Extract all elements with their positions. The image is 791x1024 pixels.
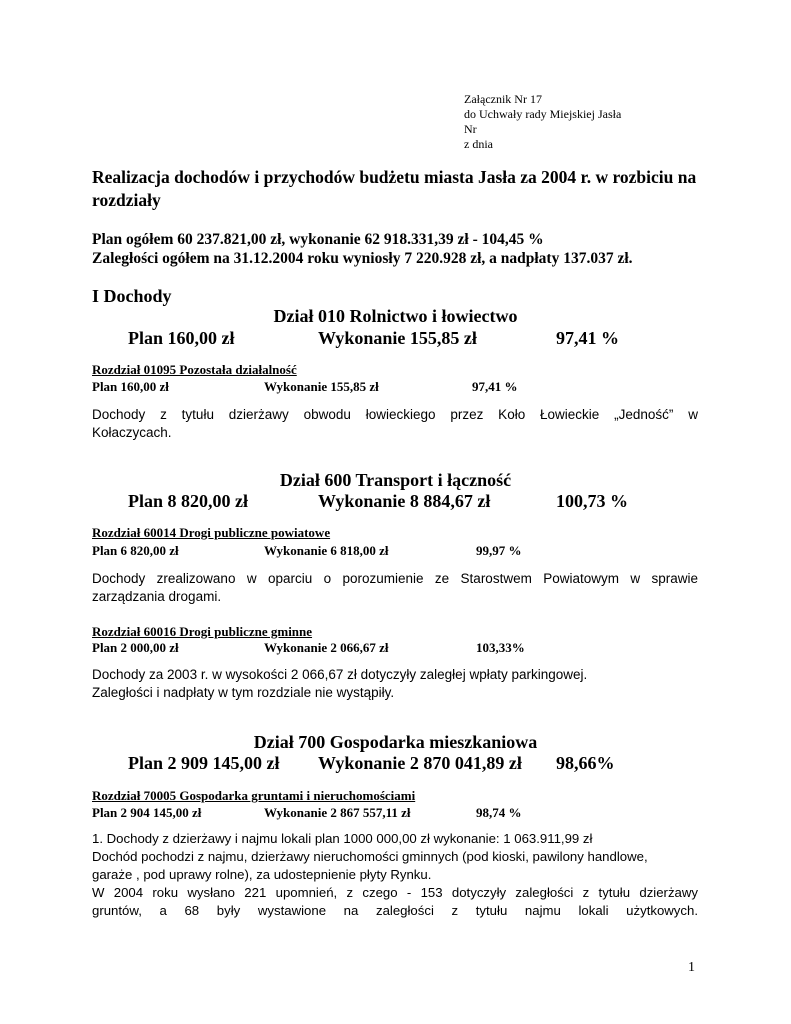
rozdzial-60014-wykonanie: Wykonanie 6 818,00 zł [264,543,389,558]
annex-number: Załącznik Nr 17 [464,92,542,106]
dzial-700-plan: Plan 2 909 145,00 zł [128,753,280,773]
annex-header [464,92,621,152]
rozdzial-01095-title: Rozdział 01095 Pozostała działalność [92,362,297,377]
dzial-700-wykonanie: Wykonanie 2 870 041,89 zł [318,753,522,773]
page-number: 1 [688,960,695,975]
text-line: gruntów, a 68 były wystawione na zaległości z tytułu najmu lokali użytkowych. [92,903,698,918]
text-line: zarządzania drogami. [92,589,222,604]
rozdzial-60016-percent: 103,33% [476,640,525,655]
dzial-700-title: Dział 700 Gospodarka mieszkaniowa [253,732,538,752]
summary-arrears: Zaległości ogółem na 31.12.2004 roku wyniosły 7 220.928 zł, a nadpłaty 137.037 zł. [92,250,633,267]
rozdzial-70005-plan: Plan 2 904 145,00 zł [92,805,202,820]
text-line: Dochody za 2003 r. w wysokości 2 066,67 zł dotyczyły zaległej wpłaty parkingowej. [92,667,588,682]
rozdzial-60014-plan: Plan 6 820,00 zł [92,543,179,558]
rozdzial-60014-description [92,570,698,606]
text-line: garaże , pod uprawy rolne), za udostepnienie płyty Rynku. [92,867,432,882]
dzial-010-title: Dział 010 Rolnictwo i łowiectwo [273,306,518,326]
rozdzial-70005-percent: 98,74 % [476,805,522,820]
rozdzial-70005-description [92,830,698,920]
dzial-010-plan: Plan 160,00 zł [128,328,235,348]
rozdzial-60016-title: Rozdział 60016 Drogi publiczne gminne [92,624,313,639]
rozdzial-60016-description [92,666,698,702]
section-title: I Dochody [92,286,172,306]
rozdzial-70005-wykonanie: Wykonanie 2 867 557,11 zł [264,805,411,820]
document-title: Realizacja dochodów i przychodów budżetu miasta Jasła za 2004 r. w rozbiciu na rozdziały [92,167,697,210]
summary-block [92,230,732,268]
text-line: 1. Dochody z dzierżawy i najmu lokali plan 1000 000,00 zł wykonanie: 1 063.911,99 zł [92,831,593,846]
rozdzial-01095-percent: 97,41 % [472,379,518,394]
annex-resolution: do Uchwały rady Miejskiej Jasła [464,107,622,121]
rozdzial-60016-plan: Plan 2 000,00 zł [92,640,179,655]
dzial-010-percent: 97,41 % [556,328,619,348]
annex-nr: Nr [464,122,477,136]
rozdzial-60014-title: Rozdział 60014 Drogi publiczne powiatowe [92,525,331,540]
text-line: Kołaczycach. [92,425,172,440]
rozdzial-60014-percent: 99,97 % [476,543,522,558]
text-line: Dochód pochodzi z najmu, dzierżawy nieruchomości gminnych (pod kioski, pawilony handlowe, [92,849,648,864]
dzial-600-percent: 100,73 % [556,491,628,511]
dzial-700-percent: 98,66% [556,753,615,773]
dzial-010-wykonanie: Wykonanie 155,85 zł [318,328,477,348]
text-line: Zaległości i nadpłaty w tym rozdziale nie wystąpiły. [92,685,395,700]
rozdzial-01095-wykonanie: Wykonanie 155,85 zł [264,379,379,394]
annex-date: z dnia [464,137,493,151]
text-line: W 2004 roku wysłano 221 upomnień, z czego - 153 dotyczyły zaległości z tytułu dzierżawy [92,885,698,900]
text-line: Dochody zrealizowano w oparciu o porozumienie ze Starostwem Powiatowym w sprawie [92,571,698,586]
summary-plan-total: Plan ogółem 60 237.821,00 zł, wykonanie 62 918.331,39 zł - 104,45 % [92,231,544,248]
rozdzial-70005-title: Rozdział 70005 Gospodarka gruntami i nieruchomościami [92,788,416,803]
text-line: Dochody z tytułu dzierżawy obwodu łowieckiego przez Koło Łowieckie „Jedność” w [92,407,698,422]
dzial-600-plan: Plan 8 820,00 zł [128,491,248,511]
rozdzial-01095-description [92,406,698,442]
rozdzial-01095-plan: Plan 160,00 zł [92,379,169,394]
rozdzial-60016-wykonanie: Wykonanie 2 066,67 zł [264,640,389,655]
dzial-600-title: Dział 600 Transport i łączność [279,470,512,490]
dzial-600-wykonanie: Wykonanie 8 884,67 zł [318,491,491,511]
